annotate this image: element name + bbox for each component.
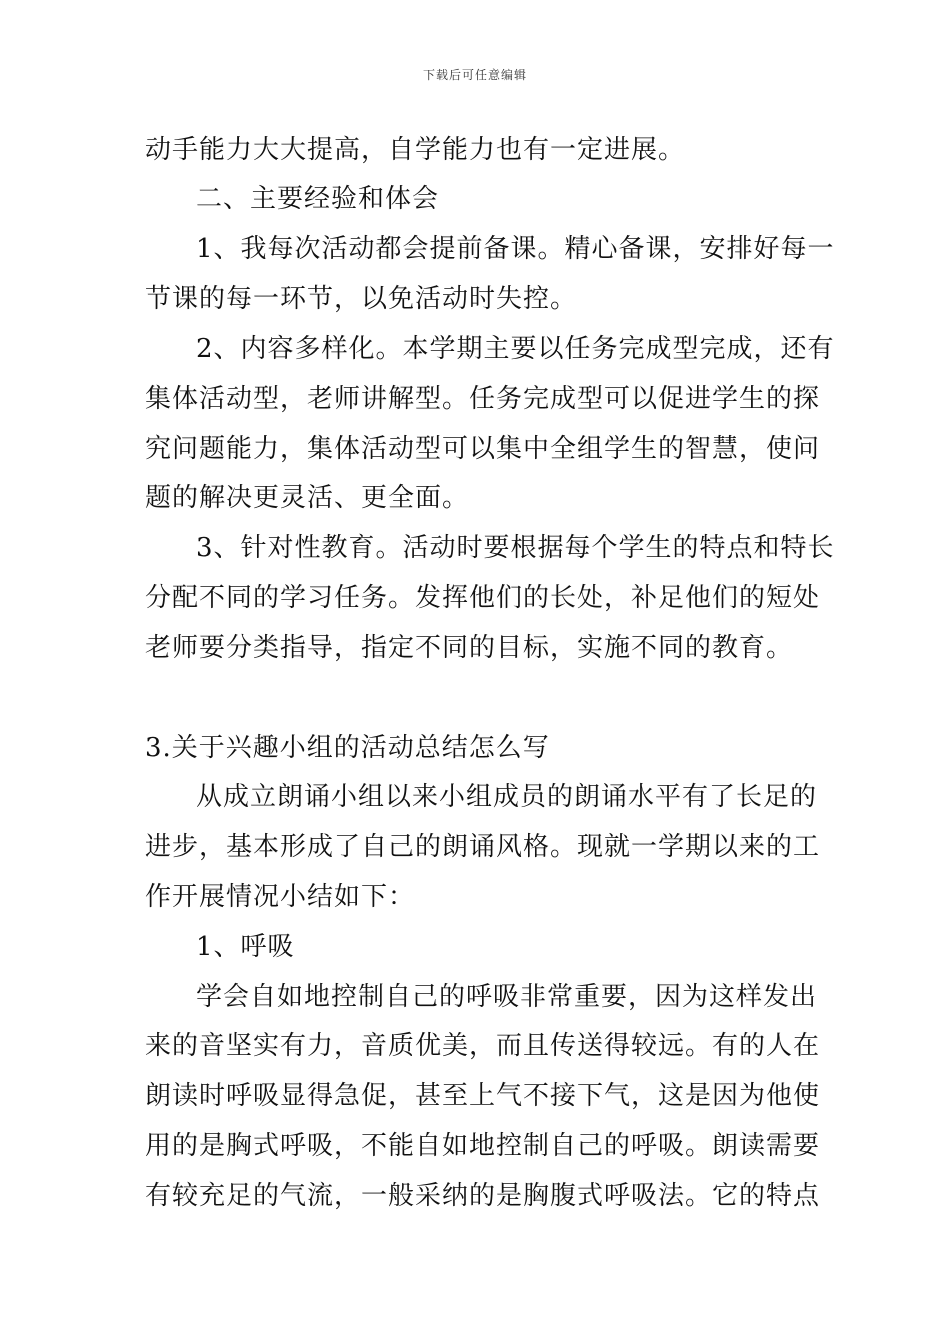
body-line: 进步，基本形成了自己的朗诵风格。现就一学期以来的工	[145, 832, 821, 862]
body-line: 题的解决更灵活、更全面。	[145, 483, 470, 513]
body-line: 学会自如地控制自己的呼吸非常重要，因为这样发出	[196, 982, 818, 1012]
body-line: 动手能力大大提高，自学能力也有一定进展。	[145, 135, 686, 165]
article-heading: 3.关于兴趣小组的活动总结怎么写	[145, 733, 550, 763]
body-line: 朗读时呼吸显得急促，甚至上气不接下气，这是因为他使	[145, 1081, 821, 1111]
body-line: 究问题能力，集体活动型可以集中全组学生的智慧，使问	[145, 434, 821, 464]
body-line: 集体活动型，老师讲解型。任务完成型可以促进学生的探	[145, 384, 821, 414]
body-line: 用的是胸式呼吸，不能自如地控制自己的呼吸。朗读需要	[145, 1131, 821, 1161]
body-line: 2、内容多样化。本学期主要以任务完成型完成，还有	[196, 334, 835, 364]
body-line: 来的音坚实有力，音质优美，而且传送得较远。有的人在	[145, 1031, 821, 1061]
body-line: 1、我每次活动都会提前备课。精心备课，安排好每一	[196, 234, 835, 264]
body-line: 分配不同的学习任务。发挥他们的长处，补足他们的短处	[145, 583, 821, 613]
body-line: 老师要分类指导，指定不同的目标，实施不同的教育。	[145, 633, 794, 663]
body-line: 3、针对性教育。活动时要根据每个学生的特点和特长	[196, 533, 835, 563]
page-header: 下载后可任意编辑	[422, 68, 527, 82]
body-line: 从成立朗诵小组以来小组成员的朗诵水平有了长足的	[196, 782, 818, 812]
body-line: 节课的每一环节，以免活动时失控。	[145, 284, 578, 314]
section-heading: 二、主要经验和体会	[196, 184, 440, 214]
body-line: 作开展情况小结如下：	[145, 882, 416, 912]
body-line: 有较充足的气流，一般采纳的是胸腹式呼吸法。它的特点	[145, 1181, 821, 1211]
subsection-heading: 1、呼吸	[196, 932, 295, 962]
